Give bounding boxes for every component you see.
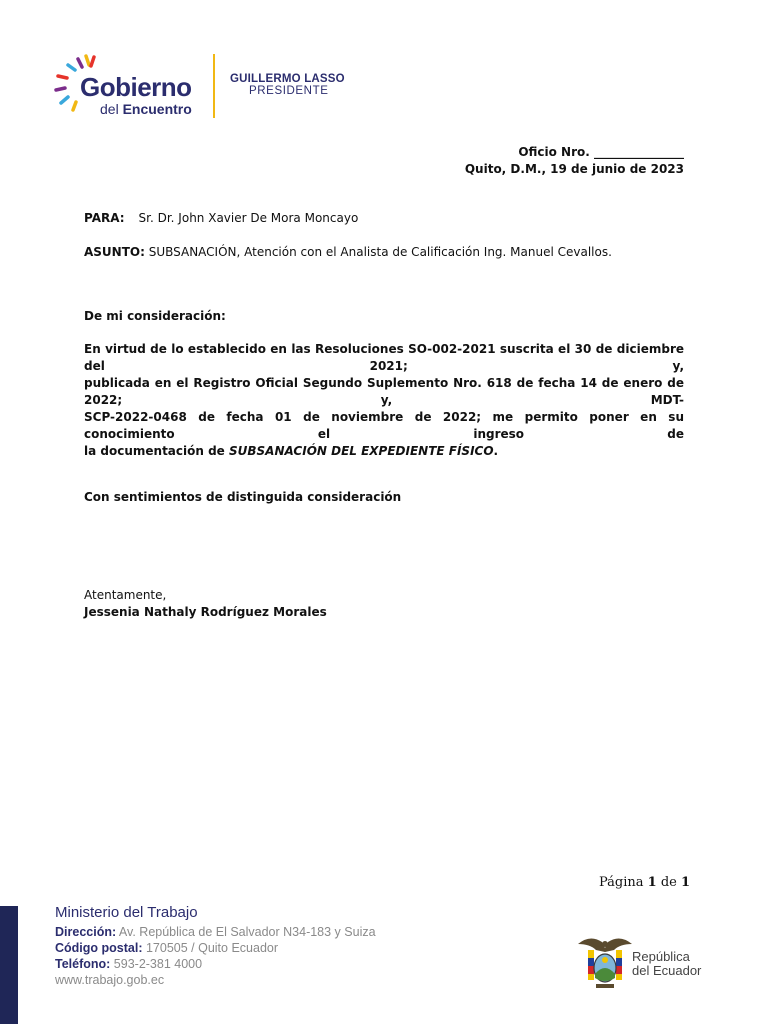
president-title: PRESIDENTE — [249, 85, 329, 97]
logo-subtitle — [100, 101, 192, 117]
president-name: GUILLERMO LASSO — [230, 73, 345, 85]
footer-website: www.trabajo.gob.ec — [55, 973, 165, 987]
footer-postal — [55, 941, 278, 955]
body-paragraph — [84, 341, 684, 460]
sign-off: Atentamente, — [84, 588, 167, 602]
ministry-name: Ministerio del Trabajo — [55, 904, 198, 921]
body-line-start: la documentación de — [84, 444, 229, 458]
header-divider — [213, 54, 215, 118]
footer-phone — [55, 957, 202, 971]
asunto-label: ASUNTO: — [84, 245, 145, 259]
para-label: PARA: — [84, 211, 125, 225]
body-line-end: . — [493, 444, 499, 458]
body-line: SCP-2022-0468 de fecha 01 de noviembre de 2022; me permito poner en su conocimiento el ingreso de — [84, 410, 684, 441]
page-current: 1 — [647, 875, 657, 890]
closing: Con sentimientos de distinguida consideración — [84, 490, 402, 504]
para-line — [84, 211, 358, 225]
asunto-value: SUBSANACIÓN, Atención con el Analista de Calificación Ing. Manuel Cevallos. — [144, 245, 612, 259]
phone-value: 593-2-381 4000 — [110, 957, 203, 971]
body-line: publicada en el Registro Oficial Segundo Suplemento Nro. 618 de fecha 14 de enero de 2022; y, MDT- — [84, 376, 684, 407]
signer-name: Jessenia Nathaly Rodríguez Morales — [84, 605, 327, 619]
footer-address — [55, 925, 376, 939]
page-label: Página — [599, 875, 644, 890]
place-date: Quito, D.M., 19 de junio de 2023 — [464, 162, 684, 176]
republic-label — [632, 950, 701, 978]
postal-value: 170505 / Quito Ecuador — [142, 941, 279, 955]
logo-subtitle-small: del — [100, 101, 119, 117]
body-emphasis: SUBSANACIÓN DEL EXPEDIENTE FÍSICO — [229, 444, 494, 458]
republic-line-1: República — [632, 949, 690, 964]
address-value: Av. República de El Salvador N34-183 y Suiza — [116, 925, 376, 939]
page-number — [599, 875, 690, 890]
logo-subtitle-bold: Encuentro — [122, 101, 192, 117]
footer-accent-bar — [0, 906, 18, 1024]
para-value: Sr. Dr. John Xavier De Mora Moncayo — [138, 211, 359, 225]
greeting: De mi consideración: — [84, 309, 226, 323]
coat-of-arms-icon — [574, 930, 636, 994]
phone-label: Teléfono: — [55, 957, 111, 971]
republic-line-2: del Ecuador — [632, 963, 702, 978]
asunto-line — [84, 245, 612, 259]
page-of: de — [660, 875, 677, 890]
body-line: En virtud de lo establecido en las Resoluciones SO-002-2021 suscrita el 30 de diciembre del 2021; y, — [84, 342, 684, 373]
address-label: Dirección: — [55, 925, 117, 939]
oficio-number: Oficio Nro. _______________ — [518, 145, 684, 159]
logo-title: Gobierno — [80, 72, 192, 102]
page-total: 1 — [681, 875, 691, 890]
body-line-last — [84, 443, 684, 460]
postal-label: Código postal: — [55, 941, 143, 955]
